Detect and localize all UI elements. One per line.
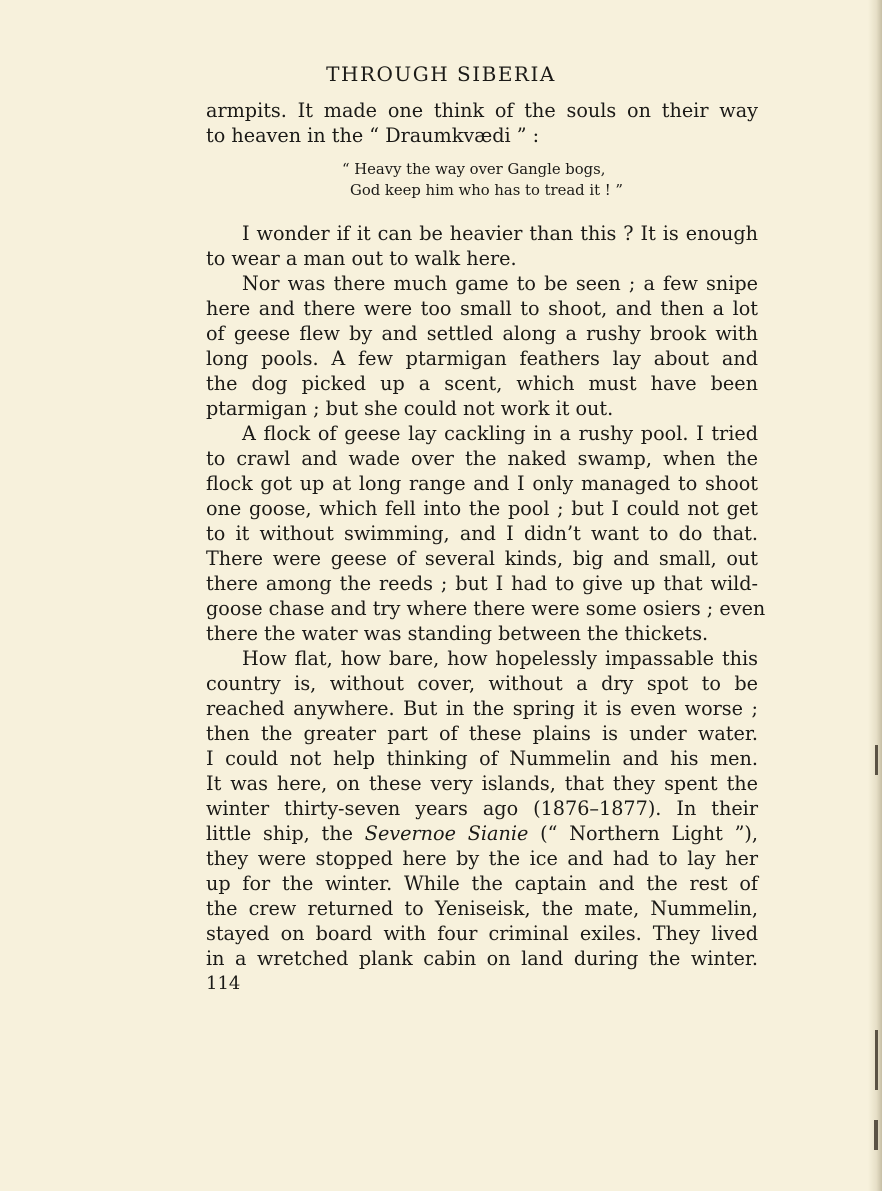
verse-line: “ Heavy the way over Gangle bogs,: [342, 161, 606, 178]
page-number: 114: [206, 973, 241, 994]
text-line: winter thirty-seven years ago (1876–1877). In their: [206, 797, 758, 820]
text-line: to crawl and wade over the naked swamp, when the: [206, 447, 758, 470]
text-line: Nor was there much game to be seen ; a few snipe: [242, 272, 758, 295]
text-line: up for the winter. While the captain and the rest of: [206, 872, 758, 895]
text-line: I wonder if it can be heavier than this ? It is enough: [242, 222, 758, 245]
text-line: they were stopped here by the ice and had to lay her: [206, 847, 758, 870]
text-line: ptarmigan ; but she could not work it out.: [206, 397, 614, 420]
text-line: there among the reeds ; but I had to give up that wild-: [206, 572, 758, 595]
text-line: There were geese of several kinds, big and small, out: [206, 547, 758, 570]
text-line: country is, without cover, without a dry spot to be: [206, 672, 758, 695]
text-line: armpits. It made one think of the souls on their way: [206, 99, 758, 122]
text-line: the dog picked up a scent, which must have been: [206, 372, 758, 395]
text-line: flock got up at long range and I only managed to shoot: [206, 472, 758, 495]
text-line: there the water was standing between the thickets.: [206, 622, 709, 645]
text-line: A flock of geese lay cackling in a rushy pool. I tried: [242, 422, 758, 445]
text-line-italic: little ship, the Severnoe Sianie (“ Northern Light ”),: [206, 822, 758, 845]
edge-mark: [875, 1030, 878, 1090]
text-line: How flat, how bare, how hopelessly impassable this: [242, 647, 758, 670]
text-line: to wear a man out to walk here.: [206, 247, 517, 270]
running-head: THROUGH SIBERIA: [326, 62, 556, 86]
text-line: I could not help thinking of Nummelin and his men.: [206, 747, 758, 770]
body-text: [206, 221, 766, 971]
edge-mark: [875, 745, 878, 775]
text-line: of geese flew by and settled along a rushy brook with: [206, 322, 758, 345]
verse-quote: [342, 159, 623, 201]
text-line: goose chase and try where there were some osiers ; even: [206, 597, 766, 620]
text-line: to heaven in the “ Draumkvædi ” :: [206, 124, 540, 147]
text-line: reached anywhere. But in the spring it is even worse ;: [206, 697, 758, 720]
text-line: the crew returned to Yeniseisk, the mate, Nummelin,: [206, 897, 758, 920]
verse-line: God keep him who has to tread it ! ”: [350, 182, 623, 199]
text-line: one goose, which fell into the pool ; but I could not get: [206, 497, 758, 520]
text-line: stayed on board with four criminal exiles. They lived: [206, 922, 758, 945]
text-line: in a wretched plank cabin on land during the winter.: [206, 947, 758, 970]
text-line: then the greater part of these plains is under water.: [206, 722, 758, 745]
text-line: It was here, on these very islands, that they spent the: [206, 772, 758, 795]
text-line: here and there were too small to shoot, and then a lot: [206, 297, 758, 320]
text-line: long pools. A few ptarmigan feathers lay about and: [206, 347, 758, 370]
opening-paragraph: [206, 98, 758, 148]
page-edge: [868, 0, 882, 1191]
ship-name: Severnoe Sianie: [364, 822, 529, 845]
text-line: to it without swimming, and I didn’t want to do that.: [206, 522, 758, 545]
edge-mark: [874, 1120, 878, 1150]
